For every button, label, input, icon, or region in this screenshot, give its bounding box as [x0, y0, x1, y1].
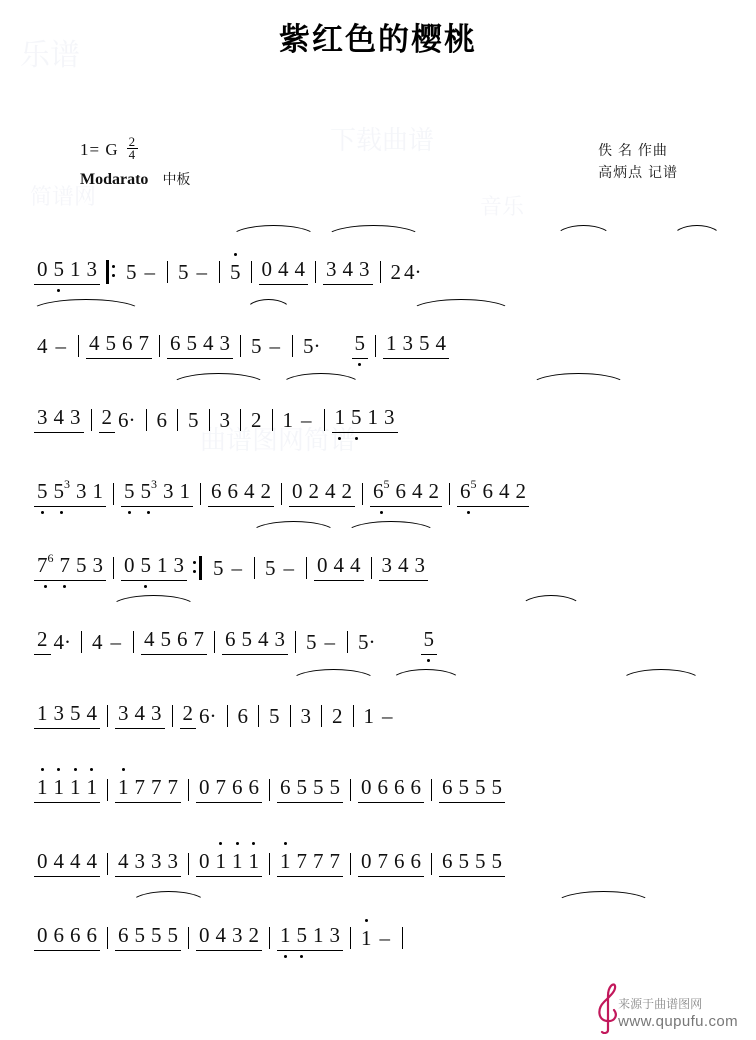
system-row — [34, 211, 722, 285]
music-system-10 — [0, 877, 756, 951]
note: 5 — [132, 923, 149, 951]
note: 4 — [51, 849, 68, 877]
barline — [431, 779, 432, 801]
background-watermark-text: 乐谱 下载曲谱 简谱网 曲谱图网简谱 音乐 — [20, 39, 525, 455]
note: 0 — [196, 775, 213, 803]
note: 6· — [118, 408, 136, 432]
barline — [402, 927, 403, 949]
note: 6 — [115, 923, 132, 951]
system-row — [34, 581, 722, 655]
note: 1 — [229, 849, 246, 877]
note: 5 — [472, 775, 489, 803]
note: $5^3$ — [138, 479, 161, 507]
note: 4 — [86, 331, 103, 359]
note: 5 — [421, 627, 438, 655]
note: 6 — [408, 775, 425, 803]
note: 3 — [400, 331, 417, 359]
note: 4 — [275, 257, 292, 285]
note: 1 — [67, 775, 84, 803]
system-row — [34, 433, 722, 507]
barline — [251, 261, 252, 283]
note: 7 — [213, 775, 230, 803]
barline — [240, 409, 241, 431]
barline — [295, 631, 296, 653]
note: 6 — [51, 923, 68, 951]
note: 6 — [480, 479, 497, 507]
note: 1 — [282, 408, 293, 432]
note: 1 — [332, 405, 349, 433]
note: 6 — [156, 408, 167, 432]
note: 1 — [34, 775, 51, 803]
note: 4 — [132, 701, 149, 729]
note: 2 — [251, 408, 262, 432]
watermark-line-2: www.qupufu.com — [618, 1012, 738, 1030]
system-row — [34, 359, 722, 433]
note: 7 — [132, 775, 149, 803]
note: 5 — [178, 260, 189, 284]
barline — [172, 705, 173, 727]
key-signature-line — [80, 134, 190, 163]
note: 6 — [246, 775, 263, 803]
music-system-7 — [0, 655, 756, 729]
tempo-term: Modarato — [80, 170, 149, 188]
note: 0 — [34, 257, 51, 285]
note: 1 — [363, 704, 374, 728]
note: 4 — [213, 923, 230, 951]
note: 4 — [241, 479, 258, 507]
note: 7 — [375, 849, 392, 877]
note: 5 — [188, 408, 199, 432]
note: 6 — [393, 479, 410, 507]
duration-dash: – — [283, 556, 294, 580]
note: 1 — [246, 849, 263, 877]
note: 6 — [237, 704, 248, 728]
note: 5 — [67, 701, 84, 729]
music-system-9 — [0, 803, 756, 877]
barline — [324, 409, 325, 431]
note: 2 — [34, 627, 51, 655]
note: 7 — [148, 775, 165, 803]
barline — [272, 409, 273, 431]
note: 2 — [390, 260, 401, 284]
key-signature: 1= G — [80, 139, 119, 159]
note: 3 — [148, 849, 165, 877]
barline — [350, 853, 351, 875]
barline — [91, 409, 92, 431]
note: 5 — [294, 775, 311, 803]
note: 6 — [208, 479, 225, 507]
note: 5 — [456, 775, 473, 803]
note: 3 — [412, 553, 429, 581]
note: 4 — [433, 331, 450, 359]
note: 3 — [217, 331, 234, 359]
note: 6 — [225, 479, 242, 507]
note: 1 — [213, 849, 230, 877]
barline — [78, 335, 79, 357]
barline — [188, 927, 189, 949]
score-metadata — [0, 134, 756, 207]
barline — [159, 335, 160, 357]
note: 4 — [395, 553, 412, 581]
note: 0 — [259, 257, 276, 285]
note: 5 — [158, 627, 175, 655]
music-system-3 — [0, 359, 756, 433]
note: 3 — [379, 553, 396, 581]
note: 3 — [115, 701, 132, 729]
barline — [146, 409, 147, 431]
note: 3 — [148, 701, 165, 729]
note: 6 — [375, 775, 392, 803]
barline — [353, 705, 354, 727]
watermark-line-1: 来源于曲谱图网 — [618, 996, 703, 1011]
barline — [380, 261, 381, 283]
note: 4 — [322, 479, 339, 507]
note: 2 — [258, 479, 275, 507]
music-system-4 — [0, 433, 756, 507]
barline — [350, 779, 351, 801]
note: 3 — [90, 553, 107, 581]
note: 4 — [292, 257, 309, 285]
barline — [258, 705, 259, 727]
note: 4 — [115, 849, 132, 877]
note: 5 — [456, 849, 473, 877]
note: 6 — [84, 923, 101, 951]
note: 3 — [356, 257, 373, 285]
note: 1 — [310, 923, 327, 951]
note: 6 — [391, 775, 408, 803]
note: 1 — [177, 479, 194, 507]
note: 1 — [115, 775, 132, 803]
barline — [227, 705, 228, 727]
barline — [449, 483, 450, 505]
note: 5 — [472, 849, 489, 877]
note: 7 — [136, 331, 153, 359]
note: 0 — [289, 479, 306, 507]
barline — [431, 853, 432, 875]
note: 7 — [165, 775, 182, 803]
tempo-term-cn: 中板 — [162, 170, 191, 187]
note: 1 — [383, 331, 400, 359]
barline — [107, 927, 108, 949]
barline — [167, 261, 168, 283]
note: 3 — [67, 405, 84, 433]
note: 6 — [229, 775, 246, 803]
note: 3 — [327, 923, 344, 951]
barline — [214, 631, 215, 653]
note: 1 — [358, 926, 375, 951]
note: 5 — [352, 331, 369, 359]
note: 3 — [323, 257, 340, 285]
note: 5 — [294, 923, 311, 951]
barline — [107, 853, 108, 875]
tempo-line — [80, 169, 190, 189]
duration-dash: – — [301, 408, 312, 432]
note: 5 — [310, 775, 327, 803]
barline — [188, 779, 189, 801]
barline — [350, 927, 351, 949]
note: 4 — [84, 849, 101, 877]
note: 4 — [347, 553, 364, 581]
note: 4 — [255, 627, 272, 655]
note: 3 — [34, 405, 51, 433]
credit-composer: 佚 名 作曲 — [598, 142, 668, 158]
barline — [281, 483, 282, 505]
note: 6 — [222, 627, 239, 655]
note: 4 — [331, 553, 348, 581]
duration-dash: – — [196, 260, 207, 284]
note: 5 — [138, 553, 155, 581]
barline — [362, 483, 363, 505]
note: 5 — [51, 257, 68, 285]
note: 5· — [303, 334, 321, 358]
note: 6 — [408, 849, 425, 877]
barline — [321, 705, 322, 727]
barline — [306, 557, 307, 579]
note: 1 — [90, 479, 107, 507]
note: 1 — [34, 701, 51, 729]
note: 6 — [119, 331, 136, 359]
repeat-start-barline — [106, 260, 115, 284]
note: 3 — [160, 479, 177, 507]
barline — [292, 335, 293, 357]
note: 2 — [306, 479, 323, 507]
site-watermark — [618, 996, 738, 1032]
note: 5 — [489, 775, 506, 803]
note: 0 — [34, 923, 51, 951]
note: 5 — [103, 331, 120, 359]
note: 2 — [513, 479, 530, 507]
note: 3 — [300, 704, 311, 728]
note: 5 — [416, 331, 433, 359]
duration-dash: – — [324, 630, 335, 654]
note: 6· — [199, 704, 217, 728]
music-system-2 — [0, 285, 756, 359]
note: 5 — [489, 849, 506, 877]
note: 1 — [365, 405, 382, 433]
barline — [269, 853, 270, 875]
note: 5 — [184, 331, 201, 359]
note: 0 — [314, 553, 331, 581]
note: 0 — [121, 553, 138, 581]
barline — [269, 927, 270, 949]
note: 5 — [306, 630, 317, 654]
note: 5 — [73, 553, 90, 581]
note: 3 — [84, 257, 101, 285]
note: 1 — [277, 849, 294, 877]
note: 1 — [67, 257, 84, 285]
barline — [188, 853, 189, 875]
note: 3 — [381, 405, 398, 433]
system-row — [34, 803, 722, 877]
credit-transcriber: 高炳点 记谱 — [598, 164, 678, 181]
barline — [81, 631, 82, 653]
note: 5 — [269, 704, 280, 728]
system-row — [34, 729, 722, 803]
time-signature-numerator: 2 — [128, 134, 137, 149]
barline — [113, 483, 114, 505]
barline — [375, 335, 376, 357]
note: 0 — [34, 849, 51, 877]
augmentation-dot: 4· — [404, 260, 422, 284]
note: 4 — [409, 479, 426, 507]
barline — [371, 557, 372, 579]
note: 2 — [246, 923, 263, 951]
barline — [254, 557, 255, 579]
duration-dash: – — [144, 260, 155, 284]
note: 5· — [358, 630, 376, 654]
barline — [315, 261, 316, 283]
note: 0 — [196, 849, 213, 877]
note: 4 — [37, 334, 48, 358]
note: 4 — [496, 479, 513, 507]
note: 5 — [213, 556, 224, 580]
note: $6^5$ — [370, 479, 393, 507]
duration-dash: – — [379, 926, 390, 950]
note: 1 — [84, 775, 101, 803]
note: 5 — [227, 260, 244, 285]
note: 1 — [154, 553, 171, 581]
note: 2 — [332, 704, 343, 728]
note: 2 — [339, 479, 356, 507]
note: $7^6$ — [34, 553, 57, 581]
note: 5 — [327, 775, 344, 803]
note: 6 — [67, 923, 84, 951]
note: 5 — [348, 405, 365, 433]
note: 4 — [84, 701, 101, 729]
note: 5 — [239, 627, 256, 655]
barline — [347, 631, 348, 653]
note: 7 — [310, 849, 327, 877]
duration-dash: – — [110, 630, 121, 654]
key-tempo-block — [80, 134, 191, 189]
system-row — [34, 877, 722, 951]
note: 5 — [126, 260, 137, 284]
music-system-6 — [0, 581, 756, 655]
note: 5 — [34, 479, 51, 507]
note: 4 — [51, 405, 68, 433]
note: 7 — [57, 553, 74, 581]
time-signature — [127, 136, 139, 162]
note: 5 — [148, 923, 165, 951]
barline — [219, 261, 220, 283]
note: $6^5$ — [457, 479, 480, 507]
system-row — [34, 285, 722, 359]
note: 7 — [191, 627, 208, 655]
note: 5 — [251, 334, 262, 358]
note: 4 — [92, 630, 103, 654]
note: 3 — [171, 553, 188, 581]
barline — [290, 705, 291, 727]
note: 0 — [196, 923, 213, 951]
note: 3 — [272, 627, 289, 655]
note: 4 — [200, 331, 217, 359]
barline — [209, 409, 210, 431]
note: 1 — [277, 923, 294, 951]
note: 5 — [165, 923, 182, 951]
music-system-5 — [0, 507, 756, 581]
system-row — [34, 655, 722, 729]
repeat-end-barline — [193, 556, 202, 580]
note: 6 — [174, 627, 191, 655]
duration-dash: – — [231, 556, 242, 580]
note: 2 — [99, 405, 116, 433]
barline — [200, 483, 201, 505]
note: 4 — [340, 257, 357, 285]
note: 6 — [277, 775, 294, 803]
note: $5^3$ — [51, 479, 74, 507]
music-system-1 — [0, 211, 756, 285]
note: 3 — [51, 701, 68, 729]
note: 0 — [358, 775, 375, 803]
duration-dash: – — [382, 704, 393, 728]
barline — [269, 779, 270, 801]
note: 0 — [358, 849, 375, 877]
note: 4 — [67, 849, 84, 877]
barline — [240, 335, 241, 357]
time-signature-denominator: 4 — [128, 147, 137, 163]
note: 3 — [73, 479, 90, 507]
note: 4· — [53, 630, 71, 654]
duration-dash: – — [269, 334, 280, 358]
credits-block — [598, 139, 678, 184]
barline — [107, 779, 108, 801]
barline — [113, 557, 114, 579]
note: 7 — [327, 849, 344, 877]
note: 3 — [132, 849, 149, 877]
note: 7 — [294, 849, 311, 877]
note: 4 — [141, 627, 158, 655]
note: 6 — [439, 849, 456, 877]
note: 2 — [180, 701, 197, 729]
note: 3 — [229, 923, 246, 951]
note: 6 — [391, 849, 408, 877]
note: 2 — [426, 479, 443, 507]
note: 6 — [439, 775, 456, 803]
note: 3 — [219, 408, 230, 432]
note: 6 — [167, 331, 184, 359]
duration-dash: – — [55, 334, 66, 358]
note: 1 — [51, 775, 68, 803]
page-title: 紫红色的樱桃 — [279, 22, 477, 57]
music-systems — [0, 211, 756, 951]
barline — [133, 631, 134, 653]
note: 5 — [121, 479, 138, 507]
barline — [107, 705, 108, 727]
barline — [177, 409, 178, 431]
music-system-8 — [0, 729, 756, 803]
system-row — [34, 507, 722, 581]
note: 5 — [265, 556, 276, 580]
note: 3 — [165, 849, 182, 877]
